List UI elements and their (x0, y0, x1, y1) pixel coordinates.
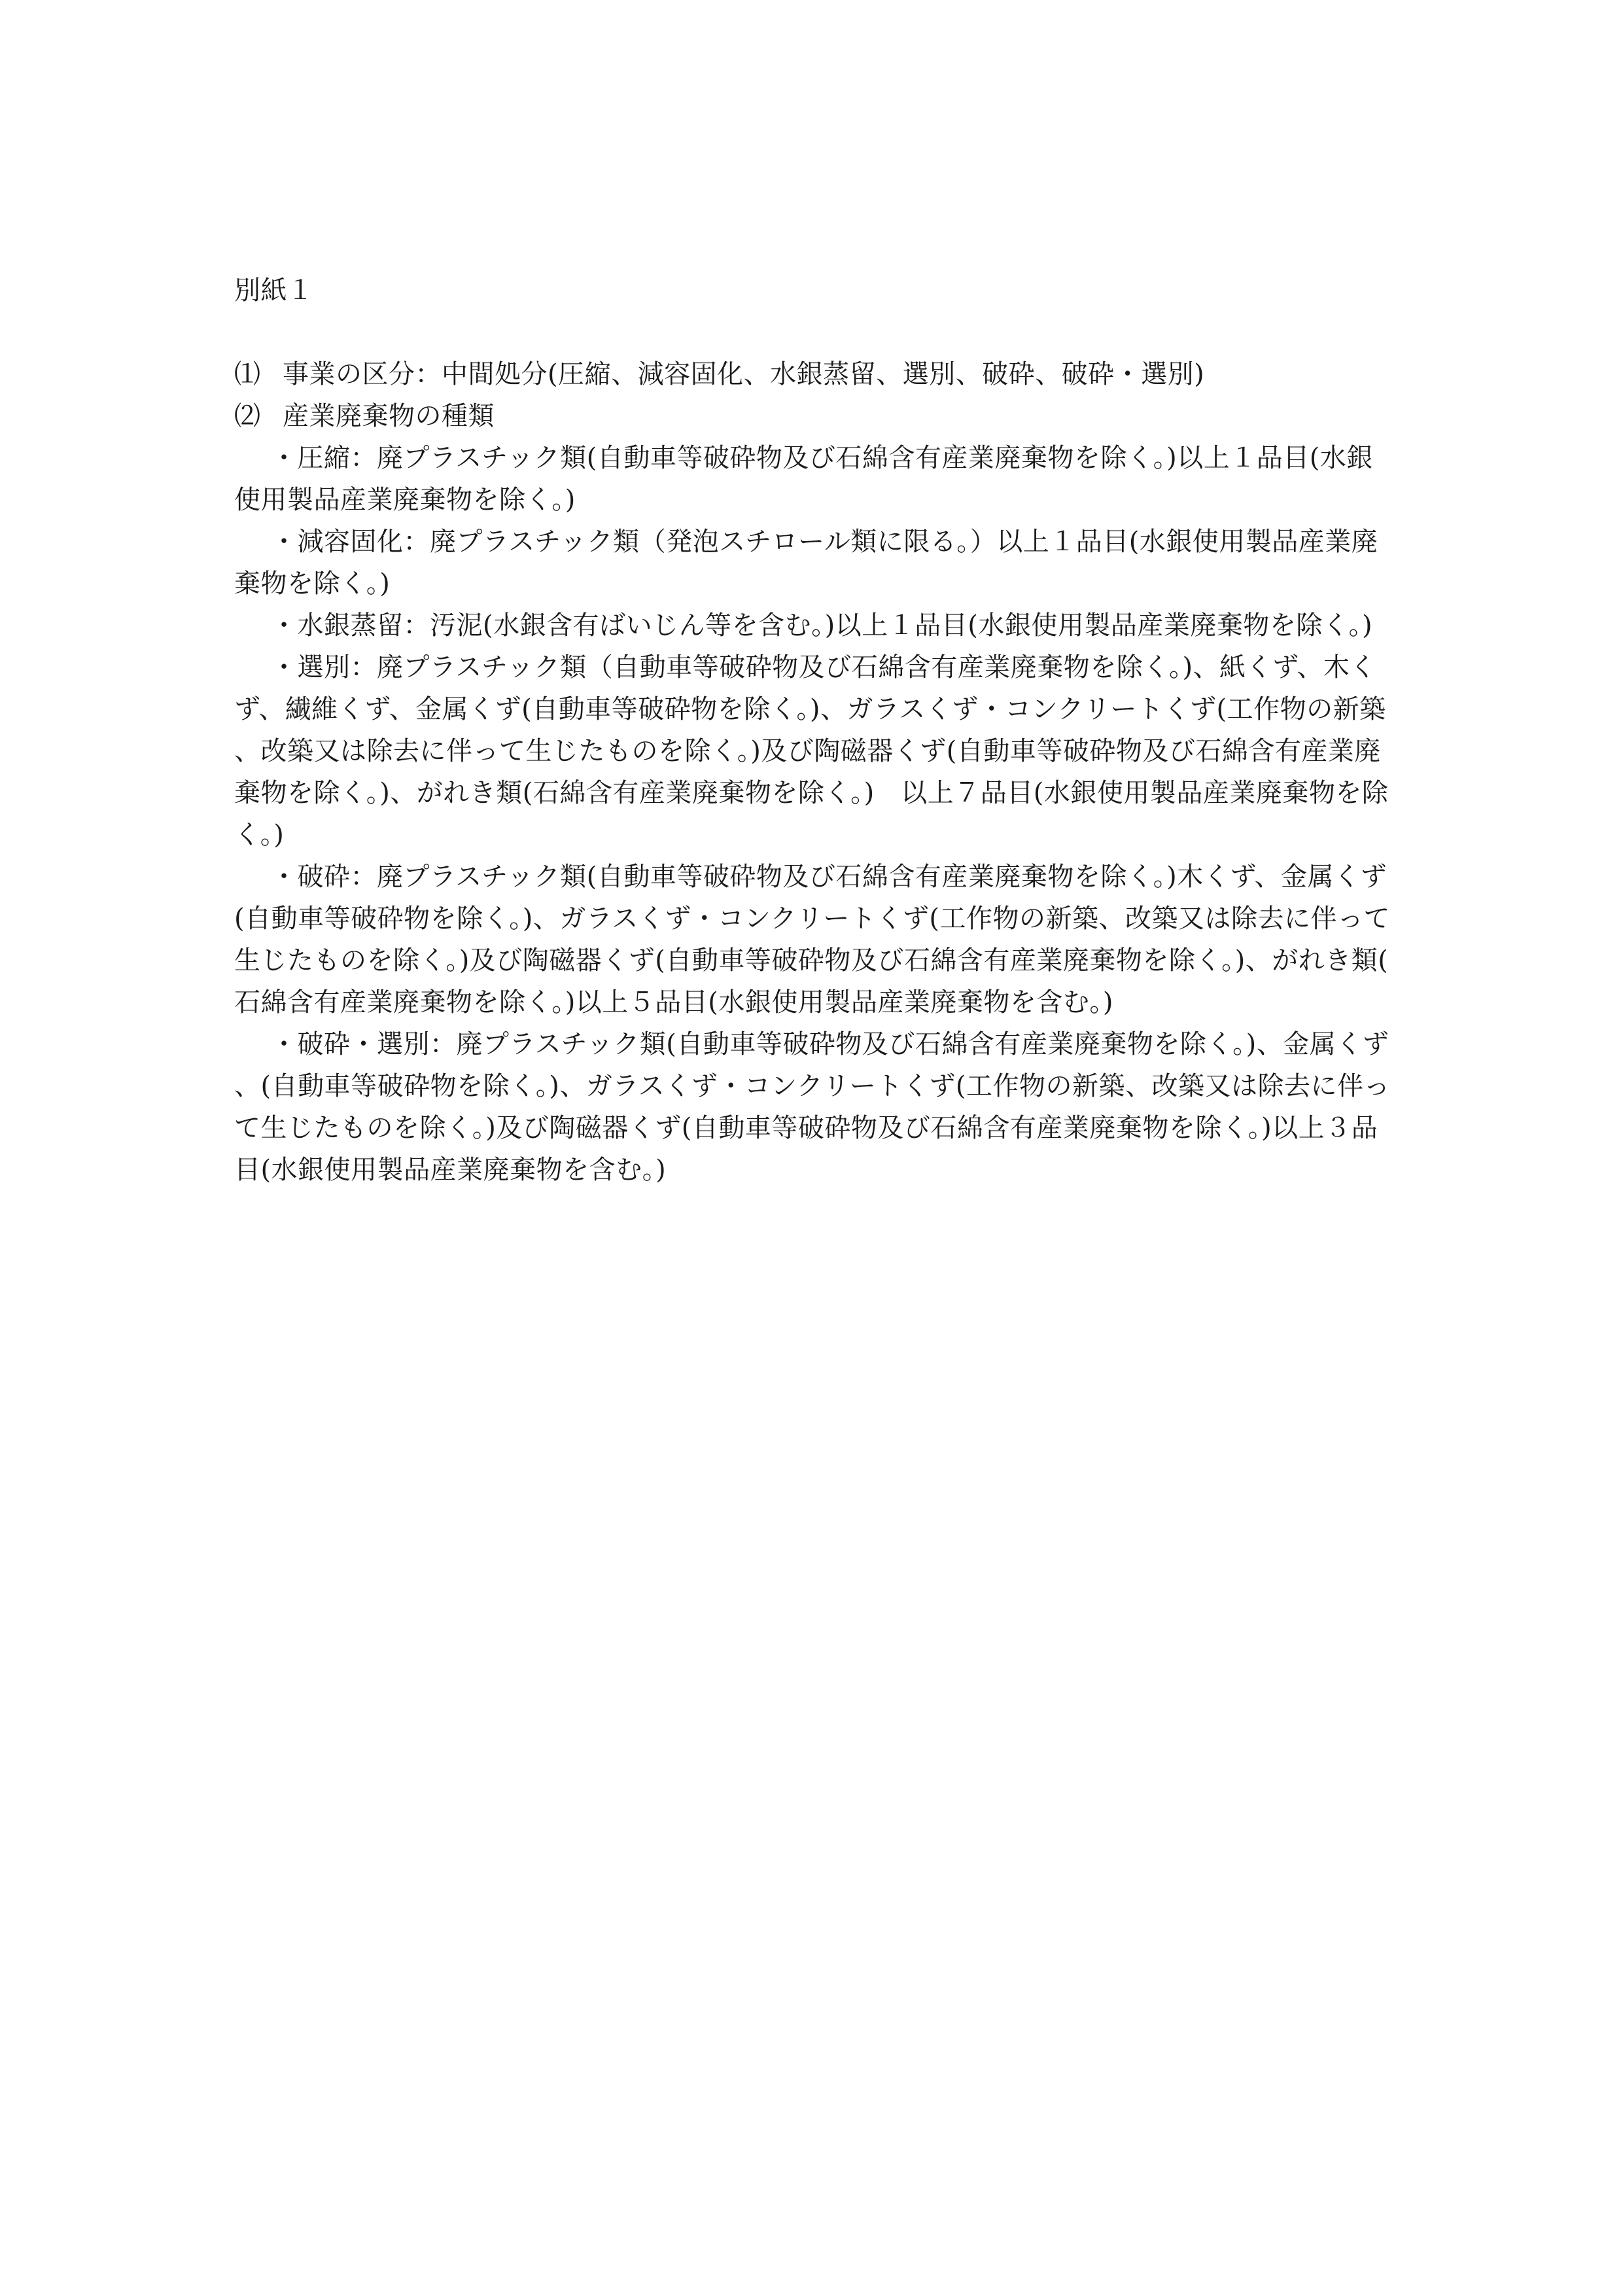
bullet-crushing-sorting: ・破砕・選別：廃プラスチック類(自動車等破砕物及び石綿含有産業廃棄物を除く。)、金属くず、(自動車等破砕物を除く。)、ガラスくず・コンクリートくず(工作物の新築、改築又は除去に伴って生じたものを除く。)及び陶磁器くず(自動車等破砕物及び石綿含有産業廃棄物を除く。)以上３品目(水銀使用製品産業廃棄物を含む。) (234, 1029, 1391, 1185)
bullet-sorting: ・選別：廃プラスチック類（自動車等破砕物及び石綿含有産業廃棄物を除く。)、紙くず、木くず、繊維くず、金属くず(自動車等破砕物を除く。)、ガラスくず・コンクリートくず(工作物の新築、改築又は除去に伴って生じたものを除く。)及び陶磁器くず(自動車等破砕物及び石綿含有産業廃棄物を除く。)、がれき類(石綿含有産業廃棄物を除く。) 以上７品目(水銀使用製品産業廃棄物を除く。) (234, 652, 1389, 850)
bullet-mercury-distillation: ・水銀蒸留：汚泥(水銀含有ばいじん等を含む。)以上１品目(水銀使用製品産業廃棄物を除く。) (271, 610, 1373, 641)
item-text: 産業廃棄物の種類 (283, 401, 495, 431)
bullet-compression: ・圧縮：廃プラスチック類(自動車等破砕物及び石綿含有産業廃棄物を除く。)以上１品目(水銀使用製品産業廃棄物を除く。) (234, 443, 1373, 515)
document-body (234, 270, 1393, 1191)
item-text: 事業の区分：中間処分(圧縮、減容固化、水銀蒸留、選別、破砕、破砕・選別) (283, 359, 1205, 389)
item-number: ⑵ (234, 401, 261, 431)
item-number: ⑴ (234, 359, 261, 389)
bullet-volume-reduction-solidification: ・減容固化：廃プラスチック類（発泡スチロール類に限る。）以上１品目(水銀使用製品産業廃棄物を除く。) (234, 527, 1378, 599)
bullet-crushing: ・破砕：廃プラスチック類(自動車等破砕物及び石綿含有産業廃棄物を除く。)木くず、金属くず(自動車等破砕物を除く。)、ガラスくず・コンクリートくず(工作物の新築、改築又は除去に伴って生じたものを除く。)及び陶磁器くず(自動車等破砕物及び石綿含有産業廃棄物を除く。)、がれき類(石綿含有産業廃棄物を除く。)以上５品目(水銀使用製品産業廃棄物を含む。) (234, 862, 1391, 1017)
item-business-category (234, 353, 1393, 395)
blank-line (234, 311, 1393, 353)
item-waste-types (234, 395, 1393, 437)
attachment-label: 別紙１ (234, 275, 314, 306)
